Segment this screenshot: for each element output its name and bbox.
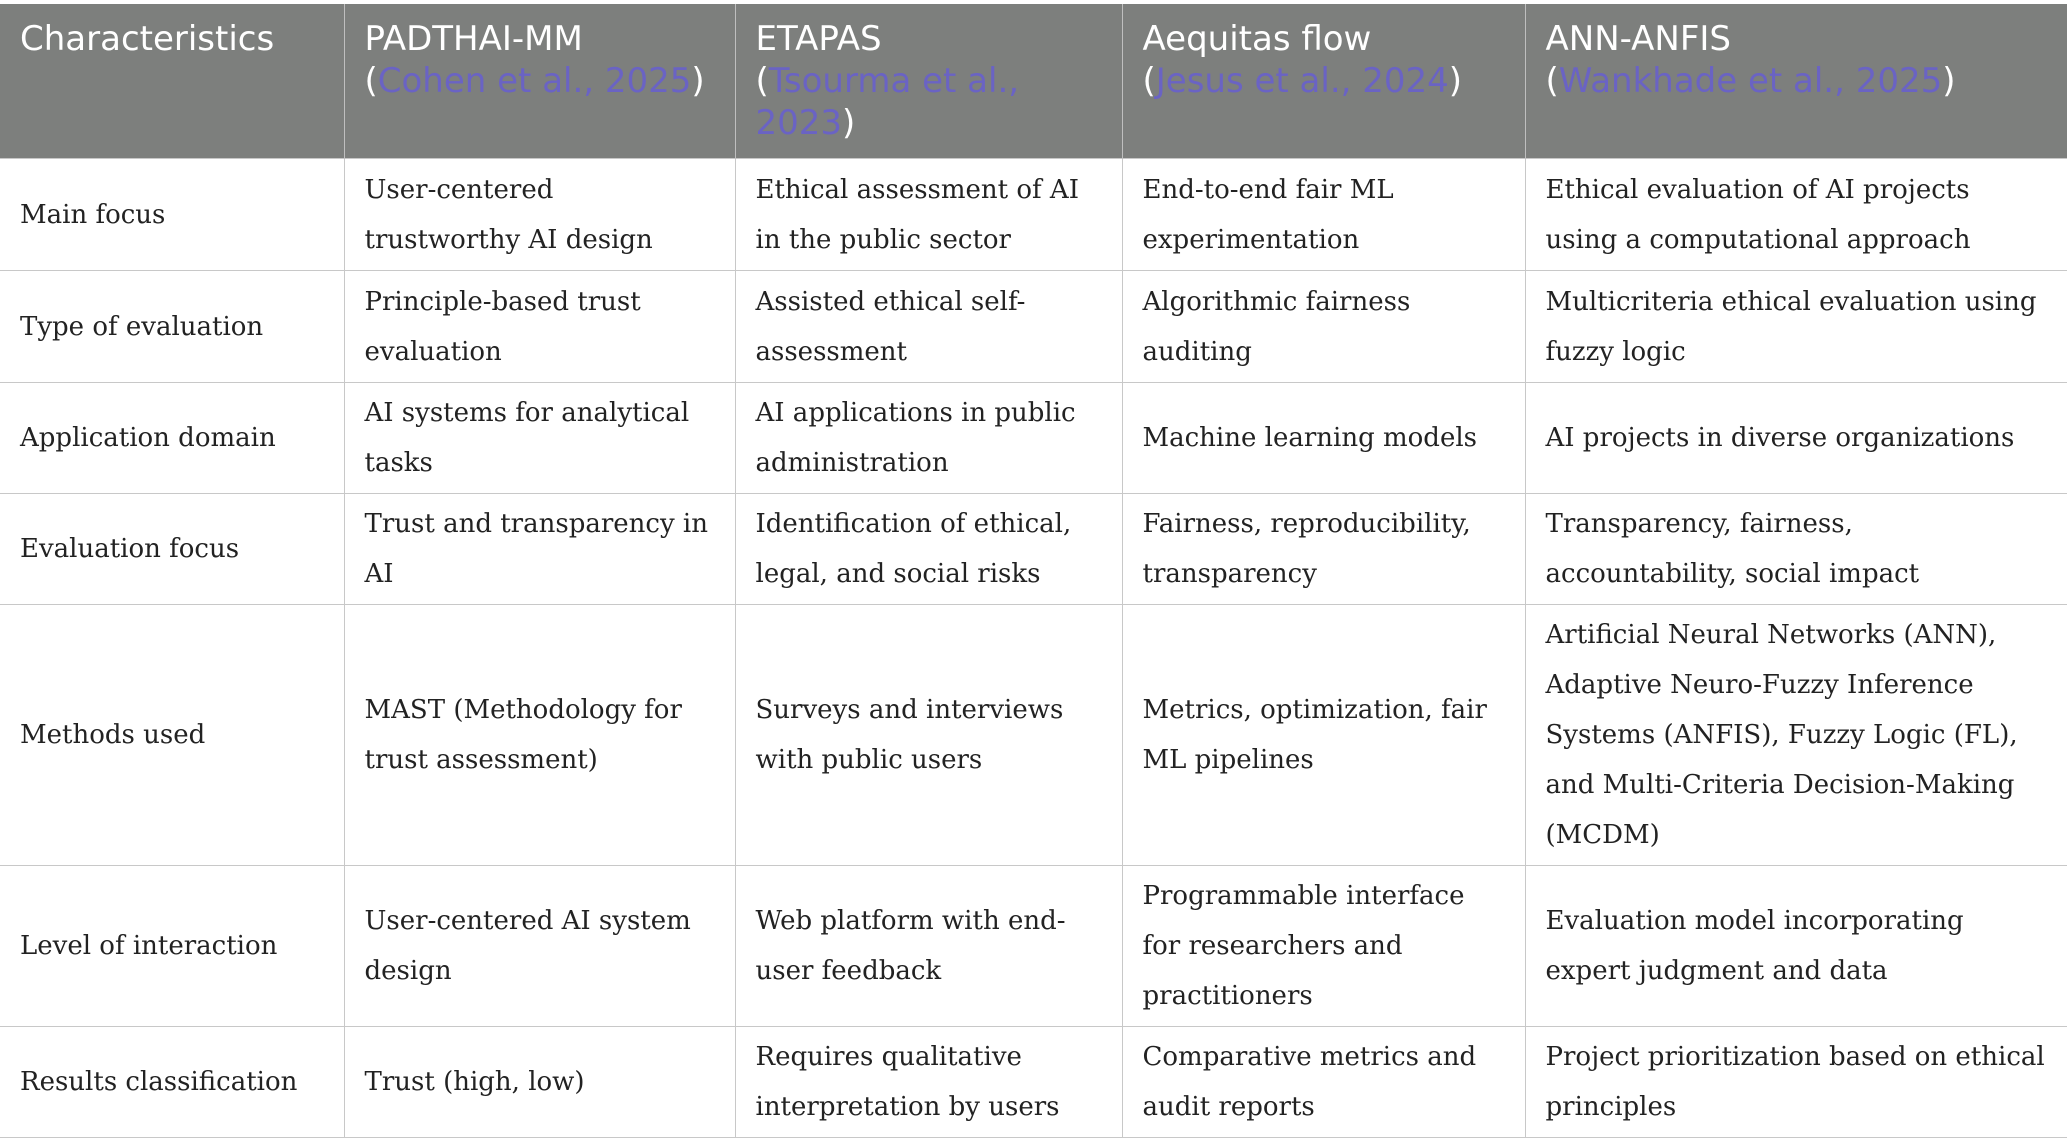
table-cell: Web platform with end-user feedback <box>735 866 1122 1027</box>
column-name: PADTHAI-MM <box>364 19 583 59</box>
table-row <box>0 605 2067 866</box>
citation-link[interactable]: Cohen et al., 2025 <box>377 61 692 101</box>
comparison-table <box>0 4 2067 1138</box>
paren-close: ) <box>1448 61 1463 101</box>
table-cell: Comparative metrics and audit reports <box>1122 1027 1525 1138</box>
header-etapas <box>735 4 1122 159</box>
paren-close: ) <box>842 103 856 143</box>
paren-close: ) <box>1942 61 1956 101</box>
table-cell: Principle-based trust evaluation <box>344 271 735 383</box>
table-cell: Metrics, optimization, fair ML pipelines <box>1122 605 1525 866</box>
table-row <box>0 1027 2067 1138</box>
table-cell: Programmable interface for researchers and practitioners <box>1122 866 1525 1027</box>
header-aequitas-flow <box>1122 4 1525 159</box>
table-cell: Artificial Neural Networks (ANN), Adaptive Neuro-Fuzzy Inference Systems (ANFIS), Fuzzy Logic (FL), and Multi-Criteria Decision-Making (MCDM) <box>1525 605 2067 866</box>
table-row <box>0 271 2067 383</box>
table-row <box>0 383 2067 494</box>
header-ann-anfis <box>1525 4 2067 159</box>
column-name: ANN-ANFIS <box>1545 19 1732 59</box>
table-cell: Fairness, reproducibility, transparency <box>1122 494 1525 605</box>
row-label: Level of interaction <box>0 866 344 1027</box>
row-label: Methods used <box>0 605 344 866</box>
table-row <box>0 866 2067 1027</box>
table-cell: Trust (high, low) <box>344 1027 735 1138</box>
table-cell: Assisted ethical self-assessment <box>735 271 1122 383</box>
table-cell: Machine learning models <box>1122 383 1525 494</box>
paren-open: ( <box>364 61 378 101</box>
citation-link[interactable]: Jesus et al., 2024 <box>1155 61 1449 101</box>
table-cell: Ethical evaluation of AI projects using a computational approach <box>1525 159 2067 271</box>
table-cell: Trust and transparency in AI <box>344 494 735 605</box>
paren-close: ) <box>691 61 705 101</box>
table-cell: Surveys and interviews with public users <box>735 605 1122 866</box>
table-cell: Project prioritization based on ethical principles <box>1525 1027 2067 1138</box>
table-cell: AI applications in public administration <box>735 383 1122 494</box>
row-label: Type of evaluation <box>0 271 344 383</box>
table-cell: Requires qualitative interpretation by users <box>735 1027 1122 1138</box>
paren-open: ( <box>755 61 769 101</box>
header-characteristics: Characteristics <box>0 4 344 159</box>
row-label: Evaluation focus <box>0 494 344 605</box>
table-cell: Evaluation model incorporating expert judgment and data <box>1525 866 2067 1027</box>
header-padthai-mm <box>344 4 735 159</box>
table-cell: Transparency, fairness, accountability, social impact <box>1525 494 2067 605</box>
paren-open: ( <box>1545 61 1559 101</box>
paren-open: ( <box>1142 61 1156 101</box>
header-row <box>0 4 2067 159</box>
citation-link[interactable]: Tsourma et al., 2023 <box>755 61 1020 143</box>
table-cell: User-centered AI system design <box>344 866 735 1027</box>
row-label: Main focus <box>0 159 344 271</box>
table-cell: Multicriteria ethical evaluation using fuzzy logic <box>1525 271 2067 383</box>
table-cell: AI systems for analytical tasks <box>344 383 735 494</box>
table-cell: Identification of ethical, legal, and social risks <box>735 494 1122 605</box>
table-row <box>0 159 2067 271</box>
table-cell: AI projects in diverse organizations <box>1525 383 2067 494</box>
table-cell: MAST (Methodology for trust assessment) <box>344 605 735 866</box>
column-name: Aequitas flow <box>1142 19 1372 59</box>
citation-link[interactable]: Wankhade et al., 2025 <box>1558 61 1943 101</box>
row-label: Results classification <box>0 1027 344 1138</box>
table-cell: User-centered trustworthy AI design <box>344 159 735 271</box>
table-cell: Ethical assessment of AI in the public sector <box>735 159 1122 271</box>
table-cell: End-to-end fair ML experimentation <box>1122 159 1525 271</box>
table-row <box>0 494 2067 605</box>
table-cell: Algorithmic fairness auditing <box>1122 271 1525 383</box>
column-name: ETAPAS <box>755 19 882 59</box>
row-label: Application domain <box>0 383 344 494</box>
